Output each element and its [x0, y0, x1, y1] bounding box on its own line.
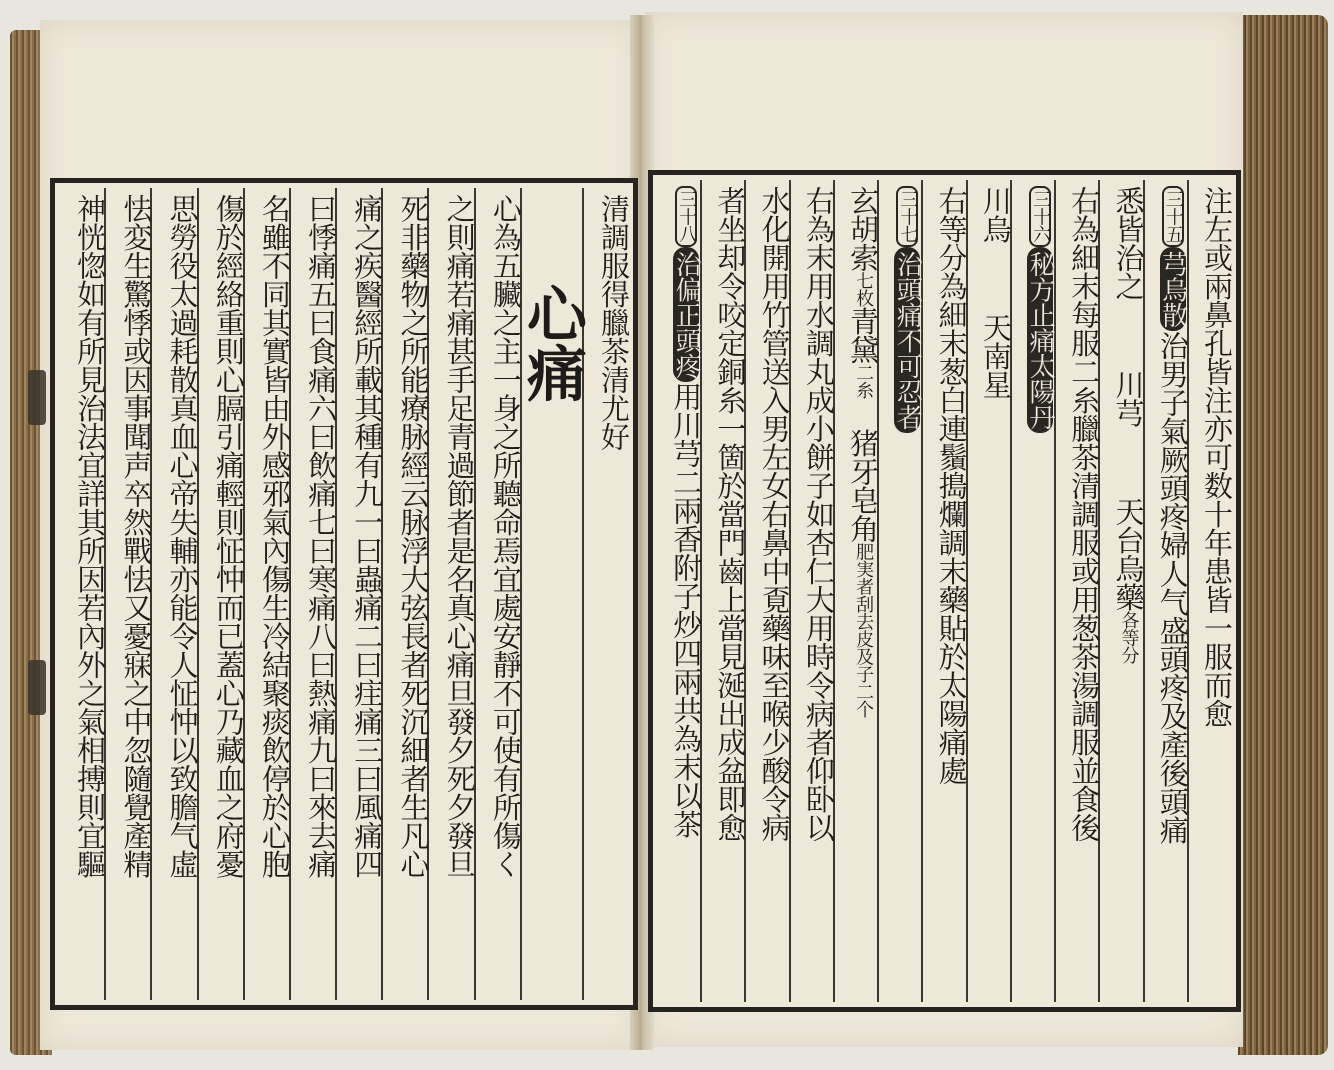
text-column: 右等分為細末葱白連鬚搗爛調末藥貼於太陽痛處 [921, 180, 965, 1002]
text-column: 怯変生驚悸或因事聞声卒然戰怯又憂寐之中忽隨覺產精 [104, 188, 150, 1000]
margin-stain [28, 370, 46, 425]
text-column: 水化開用竹管送入男左女右鼻中覔藥味至喉少酸令病 [744, 180, 788, 1002]
section-title: 心痛 [520, 188, 582, 1000]
text-column: 悉皆治之川芎天台烏藥各等分 [1098, 180, 1142, 1002]
right-page-edges [1238, 15, 1328, 1055]
recipe-number: 三十五 [1162, 186, 1184, 247]
text-column: 注左或兩鼻孔皆注亦可数十年患皆一服而愈 [1187, 180, 1231, 1002]
text-column: 右為細末每服二糸臘茶清調服或用葱茶湯調服並食後 [1054, 180, 1098, 1002]
text-column: 神恍惚如有所見治法宜詳其所因若內外之氣相搏則宜驅 [73, 194, 108, 878]
text-column: 清調服得臘茶清尤好 [582, 188, 628, 1000]
text-column: 痛之疾醫經所載其種有九一曰蟲痛二曰疰痛三曰風痛四 [335, 188, 381, 1000]
text-column: 曰悸痛五曰食痛六曰飲痛七曰寒痛八曰熱痛九曰來去痛 [289, 188, 335, 1000]
text-column: 三十八治偏正頭疼用川芎二兩香附子炒四兩共為末以茶 [658, 180, 700, 1002]
recipe-number: 三十七 [896, 186, 918, 247]
text-column: 之則痛若痛甚手足青過節者是名真心痛旦發夕死夕發旦 [427, 188, 473, 1000]
text-column [1010, 180, 1054, 1002]
recipe-name-badge: 秘方止痛太陽丹 [1027, 247, 1053, 434]
recipe-name-badge: 治頭痛不可忍者 [894, 247, 920, 434]
text-column: 心為五臟之主一身之所聽命焉宜處安靜不可使有所傷く [474, 188, 520, 1000]
right-text-frame [648, 170, 1241, 1012]
recipe-number: 三十八 [675, 186, 697, 247]
text-column: 死非藥物之所能療脉經云脉浮大弦長者死沉細者生凡心 [381, 188, 427, 1000]
text-column: 者坐却令咬定銅糸一箇於當門齒上當見涎出成盆即愈 [700, 180, 744, 1002]
text-column: 右為末用水調丸成小餅子如杏仁大用時令病者仰卧以 [789, 180, 833, 1002]
text-column: 名雖不同其實皆由外感邪氣內傷生冷結聚痰飲停於心胞 [243, 188, 289, 1000]
text-column: 玄胡索七枚青黛二糸猪牙皂角肥実者刮去皮及子二个 [833, 180, 877, 1002]
text-column: 傷於經絡重則心膈引痛輕則怔忡而已蓋心乃藏血之府憂 [197, 188, 243, 1000]
recipe-number: 三十六 [1029, 186, 1051, 247]
text-column: 川烏天南星 [966, 180, 1010, 1002]
text-column [877, 180, 921, 1002]
recipe-name-badge: 芎烏散 [1160, 247, 1186, 332]
text-column: 思勞役太過耗散真血心帝失輔亦能令人怔忡以致膽气虛 [150, 188, 196, 1000]
text-column: 三十五芎烏散治男子氣厥頭疼婦人气盛頭疼及產後頭痛 [1143, 180, 1187, 1002]
margin-stain [28, 660, 46, 715]
left-text-frame [50, 178, 638, 1010]
recipe-name-badge: 治偏正頭疼 [673, 247, 699, 383]
